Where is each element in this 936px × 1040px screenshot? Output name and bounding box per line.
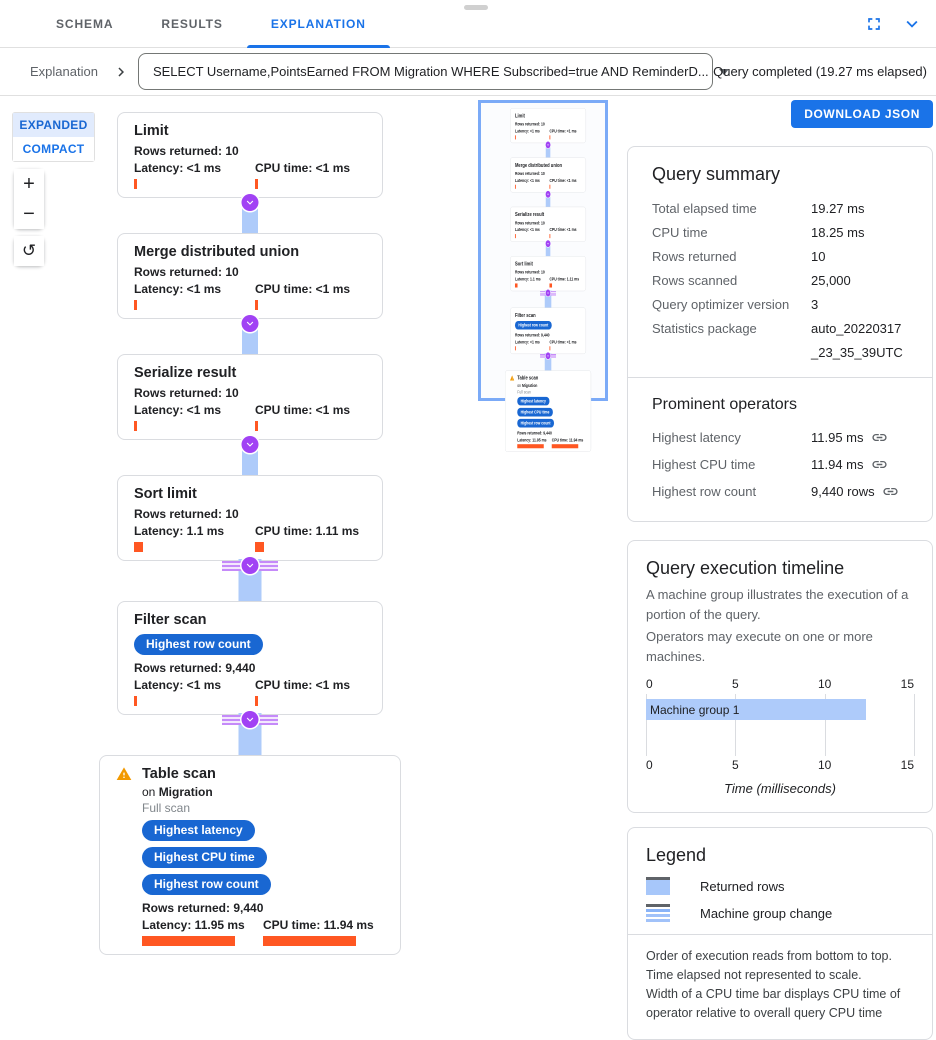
chevron-down-icon[interactable] — [242, 315, 259, 332]
operator-value — [811, 478, 908, 505]
prominent-operators-title: Prominent operators — [652, 396, 797, 413]
badge-highest-latency: Highest latency — [142, 820, 255, 841]
zoom-out-button[interactable]: − — [14, 199, 44, 229]
latency-bar — [515, 234, 516, 238]
plan-node-rows-returned: Rows returned: 10 — [134, 144, 239, 158]
badge-highest-row-count: Highest row count — [134, 634, 263, 655]
tab-bar — [0, 0, 936, 48]
plan-node-title: Filter scan — [134, 612, 207, 628]
prominent-operator-row — [652, 478, 908, 505]
plan-node-rows-returned: Rows returned: 10 — [514, 121, 545, 127]
latency-bar — [517, 444, 544, 448]
legend-item — [646, 877, 914, 895]
plan-node-latency-label: Latency: 11.95 ms — [142, 918, 245, 932]
plan-node-stats — [134, 523, 376, 552]
plan-node-rows-returned: Rows returned: 10 — [514, 170, 545, 177]
cpu-time-bar — [255, 300, 258, 310]
returned-rows-line — [546, 241, 551, 257]
operator-label: Highest CPU time — [652, 457, 756, 472]
plan-node-rows-returned: Rows returned: 10 — [134, 265, 239, 279]
plan-node-stats — [142, 917, 384, 946]
plan-connector — [99, 561, 401, 601]
plan-node-rows-returned: Rows returned: 10 — [514, 219, 545, 226]
plan-node-latency-label: Latency: <1 ms — [134, 403, 222, 417]
operator-label: Highest row count — [652, 484, 757, 499]
plan-node-title: Limit — [514, 112, 525, 120]
plan-node-latency-label: Latency: <1 ms — [134, 161, 222, 175]
plan-node-rows-returned: Rows returned: 9,440 — [142, 901, 264, 915]
chevron-down-icon[interactable] — [242, 711, 259, 728]
plan-node-title: Sort limit — [134, 486, 197, 502]
plan-node-scan-type: Full scan — [142, 801, 191, 815]
query-summary-table — [652, 197, 908, 365]
plan-connector — [99, 440, 401, 475]
latency-bar — [134, 179, 137, 189]
operator-value-text: 11.94 ms — [811, 457, 864, 472]
returned-rows-swatch — [646, 877, 670, 895]
tab-explanation[interactable]: EXPLANATION — [247, 0, 390, 47]
plan-node-stats — [515, 276, 584, 288]
plan-node-title: Merge distributed union — [134, 244, 300, 260]
legend-card — [627, 827, 933, 1040]
plan-connector — [99, 715, 401, 755]
plan-connector — [505, 192, 591, 206]
zoom-controls — [14, 169, 44, 229]
summary-value: 18.25 ms — [811, 225, 865, 240]
timeline-bottom-axis — [646, 758, 914, 773]
legend-note: Order of execution reads from bottom to top. — [646, 949, 892, 963]
summary-value: 19.27 ms — [811, 201, 865, 216]
plan-node-scan-type: Full scan — [517, 389, 531, 395]
plan-node-cpu-time-label: CPU time: <1 ms — [255, 161, 351, 175]
machine-group-change-stripes — [540, 291, 556, 295]
returned-rows-line — [545, 353, 552, 371]
chevron-down-icon[interactable] — [242, 194, 259, 211]
operator-value — [811, 451, 908, 478]
latency-bar — [142, 936, 235, 946]
legend-item — [646, 904, 914, 922]
query-summary-title: Query summary — [652, 164, 781, 184]
query-summary-card — [627, 146, 933, 522]
legend-note: Time elapsed not represented to scale. — [646, 968, 862, 982]
zoom-reset-button[interactable]: ↺ — [14, 236, 44, 266]
summary-label: Rows scanned — [652, 273, 738, 288]
cpu-time-bar — [549, 283, 552, 287]
cpu-time-bar — [255, 421, 258, 431]
latency-bar — [134, 696, 137, 706]
plan-connector — [99, 198, 401, 233]
operator-value-text: 9,440 rows — [811, 484, 875, 499]
summary-label: Rows returned — [652, 249, 737, 264]
latency-bar — [134, 300, 137, 310]
plan-node-rows-returned: Rows returned: 10 — [134, 386, 239, 400]
link-icon[interactable] — [882, 483, 899, 500]
plan-node-latency-label: Latency: 1.1 ms — [134, 524, 225, 538]
plan-node-badges — [517, 397, 586, 428]
timeline-chart — [646, 677, 914, 773]
breadcrumb: Explanation — [30, 64, 98, 79]
axis-tick-label: 10 — [817, 677, 832, 691]
latency-bar — [134, 421, 137, 431]
query-dropdown-value: SELECT Username,PointsEarned FROM Migration WHERE Subscribed=true AND ReminderD... — [152, 64, 709, 79]
plan-node-stats — [515, 177, 584, 189]
timeline-description-2: Operators may execute on one or more machines. — [646, 629, 873, 664]
query-plan-canvas[interactable] — [99, 112, 401, 955]
zoom-in-button[interactable]: + — [14, 169, 44, 199]
plan-connector — [505, 354, 591, 370]
summary-label: Query optimizer version — [652, 297, 790, 312]
operator-value — [811, 424, 908, 451]
query-status: Query completed (19.27 ms elapsed) — [713, 64, 927, 79]
badge-highest-cpu-time: Highest CPU time — [517, 408, 553, 417]
cpu-time-bar — [552, 444, 579, 448]
latency-bar — [515, 346, 516, 350]
plan-node-merge-distributed-union[interactable] — [117, 233, 383, 319]
chevron-down-icon — [546, 290, 551, 297]
plan-node-rows-returned: Rows returned: 9,440 — [514, 331, 550, 338]
cpu-time-bar — [255, 696, 258, 706]
chevron-down-icon — [546, 191, 551, 198]
cpu-time-bar — [549, 346, 550, 350]
link-icon[interactable] — [871, 456, 888, 473]
prominent-operator-row — [652, 451, 908, 478]
query-dropdown[interactable] — [138, 53, 713, 90]
plan-node-title: Serialize result — [134, 365, 237, 381]
plan-node-stats — [515, 128, 584, 140]
plan-node-latency-label: Latency: <1 ms — [514, 226, 540, 233]
plan-node-badges — [142, 820, 384, 895]
chevron-right-icon — [112, 63, 130, 81]
legend-note: Width of a CPU time bar displays CPU time of operator relative to overall query CPU time — [646, 987, 901, 1020]
plan-node-rows-returned: Rows returned: 10 — [134, 507, 239, 521]
plan-node-stats — [515, 226, 584, 238]
fullscreen-icon[interactable] — [862, 12, 886, 36]
card-divider — [628, 377, 932, 378]
plan-node-cpu-time-label: CPU time: <1 ms — [255, 403, 351, 417]
plan-node-merge-distributed-union — [510, 157, 586, 192]
axis-tick-label: 5 — [731, 758, 739, 772]
plan-node-cpu-time-label: CPU time: <1 ms — [549, 338, 577, 345]
returned-rows-line — [546, 142, 551, 158]
chevron-down-icon[interactable] — [242, 436, 259, 453]
plan-node-badges — [134, 634, 376, 655]
legend-item-label: Returned rows — [700, 878, 785, 894]
legend-item-label: Machine group change — [700, 905, 833, 921]
timeline-top-axis — [646, 677, 914, 692]
toolbar — [0, 48, 936, 96]
tab-schema[interactable]: SCHEMA — [56, 16, 114, 31]
summary-label: Statistics package — [652, 321, 757, 336]
plan-node-serialize-result — [510, 207, 586, 242]
latency-bar — [515, 283, 518, 287]
plan-node-latency-label: Latency: <1 ms — [134, 678, 222, 692]
compact-toggle[interactable]: COMPACT — [13, 137, 94, 161]
plan-connector — [505, 242, 591, 256]
plan-node-rows-returned: Rows returned: 10 — [514, 269, 545, 275]
machine-group-bar[interactable]: Machine group 1 — [646, 699, 866, 720]
plan-node-stats — [517, 436, 586, 448]
plan-node-latency-label: Latency: <1 ms — [514, 177, 540, 184]
download-json-button[interactable]: DOWNLOAD JSON — [791, 100, 933, 128]
summary-value: auto_20220317_23_35_39UTC — [811, 321, 903, 360]
summary-value: 25,000 — [811, 273, 851, 288]
summary-value: 10 — [811, 249, 826, 264]
operator-label: Highest latency — [652, 430, 741, 445]
cpu-time-bar — [255, 179, 258, 189]
plan-node-cpu-time-label: CPU time: 1.11 ms — [255, 524, 360, 538]
plan-node-badges — [515, 321, 584, 330]
operator-value-text: 11.95 ms — [811, 430, 864, 445]
plan-node-cpu-time-label: CPU time: 11.94 ms — [551, 436, 584, 443]
plan-node-title: Sort limit — [514, 260, 533, 268]
machine-group-change-swatch — [646, 904, 670, 922]
plan-node-table-scan — [505, 370, 591, 452]
legend-notes — [646, 947, 914, 1023]
summary-value: 3 — [811, 297, 819, 312]
plan-node-latency-label: Latency: <1 ms — [134, 282, 222, 296]
plan-node-cpu-time-label: CPU time: <1 ms — [549, 226, 577, 233]
machine-group-change-stripes — [540, 354, 556, 358]
returned-rows-line — [545, 290, 552, 308]
legend-items — [646, 877, 914, 922]
plan-node-stats — [134, 677, 376, 706]
plan-connector — [99, 319, 401, 354]
chevron-down-icon — [546, 352, 551, 359]
zoom-reset-card — [14, 236, 44, 266]
badge-highest-row-count: Highest row count — [142, 874, 271, 895]
axis-tick-label: 0 — [646, 758, 653, 772]
prominent-operators-table — [652, 424, 908, 505]
latency-bar — [134, 542, 143, 552]
summary-label: Total elapsed time — [652, 201, 757, 216]
plan-node-rows-returned: Rows returned: 9,440 — [134, 661, 256, 675]
execution-timeline-card — [627, 540, 933, 813]
axis-tick-label: 15 — [900, 677, 914, 691]
cpu-time-bar — [263, 936, 356, 946]
returned-rows-line — [546, 192, 551, 208]
plan-node-title: Merge distributed union — [514, 161, 563, 169]
plan-node-subtitle: on Migration — [517, 382, 538, 389]
badge-highest-latency: Highest latency — [517, 397, 549, 406]
axis-tick-label: 5 — [731, 677, 739, 691]
warning-icon — [116, 766, 132, 946]
plan-node-sort-limit[interactable] — [117, 475, 383, 561]
legend-divider — [628, 934, 932, 935]
plan-node-title: Serialize result — [514, 211, 545, 218]
plan-node-latency-label: Latency: <1 ms — [514, 338, 540, 345]
plan-minimap[interactable] — [478, 100, 608, 443]
axis-tick-label: 0 — [646, 677, 653, 691]
cpu-time-bar — [255, 542, 264, 552]
plan-node-rows-returned: Rows returned: 9,440 — [517, 429, 552, 436]
plan-node-stats — [515, 339, 584, 351]
plan-node-serialize-result[interactable] — [117, 354, 383, 440]
gridline — [914, 694, 915, 756]
latency-bar — [515, 135, 516, 139]
timeline-plot-area — [646, 694, 914, 756]
plan-node-cpu-time-label: CPU time: 1.11 ms — [549, 276, 580, 282]
plan-node-latency-label: Latency: <1 ms — [514, 127, 540, 134]
tab-results[interactable]: RESULTS — [161, 16, 223, 31]
badge-highest-row-count: Highest row count — [515, 321, 552, 330]
chevron-down-icon — [546, 240, 551, 247]
plan-node-cpu-time-label: CPU time: <1 ms — [255, 282, 351, 296]
view-mode-toggle — [12, 112, 95, 162]
plan-node-stats — [134, 402, 376, 431]
plan-node-sort-limit — [510, 256, 586, 291]
query-plan-canvas[interactable] — [505, 108, 591, 452]
timeline-description-1: A machine group illustrates the execution of a portion of the query. — [646, 587, 909, 622]
plan-node-cpu-time-label: CPU time: <1 ms — [549, 127, 577, 134]
prominent-operator-row — [652, 424, 908, 451]
plan-connector — [505, 143, 591, 157]
plan-node-filter-scan — [510, 308, 586, 355]
plan-node-title: Table scan — [517, 374, 539, 382]
cpu-time-bar — [549, 185, 550, 189]
plan-node-latency-label: Latency: 1.1 ms — [514, 276, 541, 282]
plan-node-cpu-time-label: CPU time: <1 ms — [255, 678, 351, 692]
plan-node-latency-label: Latency: 11.95 ms — [517, 436, 547, 443]
cpu-time-bar — [549, 135, 550, 139]
axis-tick-label: 10 — [817, 758, 832, 772]
axis-tick-label: 15 — [900, 758, 914, 772]
timeline-title: Query execution timeline — [646, 558, 845, 578]
details-panel — [627, 100, 933, 1040]
plan-node-title: Limit — [134, 123, 169, 139]
plan-node-limit[interactable] — [117, 112, 383, 198]
plan-connector — [505, 291, 591, 307]
plan-node-title: Table scan — [142, 766, 216, 782]
timeline-x-axis-label: Time (milliseconds) — [724, 781, 836, 796]
plan-node-limit — [510, 108, 586, 143]
plan-node-stats — [134, 160, 376, 189]
plan-node-cpu-time-label: CPU time: <1 ms — [549, 177, 577, 184]
legend-title: Legend — [646, 845, 707, 865]
expanded-toggle[interactable]: EXPANDED — [13, 113, 94, 137]
plan-node-subtitle: on Migration — [142, 785, 213, 799]
summary-label: CPU time — [652, 225, 708, 240]
plan-node-cpu-time-label: CPU time: 11.94 ms — [263, 918, 374, 932]
cpu-time-bar — [549, 234, 550, 238]
chevron-down-icon[interactable] — [242, 557, 259, 574]
link-icon[interactable] — [871, 429, 888, 446]
latency-bar — [515, 185, 516, 189]
plan-node-title: Filter scan — [514, 312, 536, 319]
badge-highest-cpu-time: Highest CPU time — [142, 847, 267, 868]
plan-node-table-scan[interactable] — [99, 755, 401, 955]
plan-minimap-content — [505, 108, 591, 452]
warning-icon — [510, 375, 515, 448]
plan-node-filter-scan[interactable] — [117, 601, 383, 715]
plan-node-stats — [134, 281, 376, 310]
chevron-down-icon — [546, 141, 551, 148]
collapse-panel-chevron-icon[interactable] — [900, 12, 924, 36]
badge-highest-row-count: Highest row count — [517, 419, 554, 428]
